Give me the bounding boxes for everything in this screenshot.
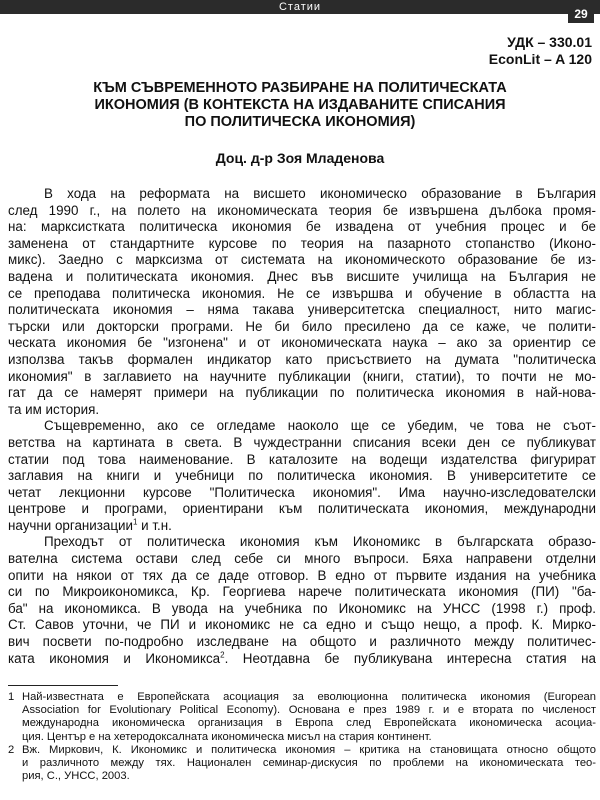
text-line: центрове и програми, ориентирани към политическата икономия, международни: [8, 501, 596, 517]
article-body: [8, 186, 596, 667]
text-line: икономия" в заглавието на научните публикации (книги, статии), то почти не мо-: [8, 368, 596, 384]
footnotes: [8, 691, 596, 783]
text-line: заменена от стандартните курсове по теория на пазарното стопанство (Иконо-: [8, 235, 596, 251]
title-line: ПО ПОЛИТИЧЕСКА ИКОНОМИЯ): [184, 114, 416, 130]
text-line: на: марксистката политическа икономия бе извадена от учебния процес и бе: [8, 219, 596, 235]
footnote-line: международна икономическа организация в Европа след Европейската икономическа асоциа-: [22, 717, 596, 730]
section-title: Статии: [278, 1, 322, 13]
footnote-line: Вж. Миркович, К. Икономикс и политическа икономия – критика на становищата относно общото: [22, 743, 596, 756]
text-line: [8, 518, 596, 535]
author-name: Доц. д-р Зоя Младенова: [215, 150, 385, 166]
text-line: търски или докторски програми. Не би било пресилено да се каже, че полити-: [8, 318, 596, 334]
running-header: [0, 0, 600, 14]
text-line: си по Микроикономикса, Кр. Георгиева нарече политическата икономия (ПИ) "ба-: [8, 584, 596, 600]
footnote-ref[interactable]: 2: [220, 650, 225, 660]
text-run: ката икономия и Икономикса: [8, 650, 221, 666]
text-line: политическата икономия – няма такава университетска специалност, нито магис-: [8, 302, 596, 318]
paragraph: [8, 534, 596, 667]
title-line: ИКОНОМИЯ (В КОНТЕКСТА НА ИЗДАВАНИТЕ СПИСАНИЯ: [94, 97, 506, 113]
text-line: ба" на икономикса. В увода на учебника по Икономикс на УНСС (1998 г.) проф.: [8, 600, 596, 616]
footnote-ref[interactable]: 1: [132, 517, 138, 527]
text-run: . Неотдавна бе публикувана интересна статия на: [224, 650, 596, 666]
footnote-number: 2: [8, 743, 15, 756]
text-line: та им история.: [8, 401, 100, 417]
text-line: статии под това наименование. В каталозите на водещи издателства фигурират: [8, 451, 596, 467]
paragraph: [8, 418, 596, 534]
text-line: се преподава политическа икономия. Не се извършва и обучение в областта на: [8, 285, 596, 301]
text-line: ческата икономия бе "изгонена" и от икономическата наука – ако за ориентир се: [8, 335, 596, 351]
text-line: микс). Заедно с марксизма от системата на икономическото образование бе из-: [8, 252, 596, 268]
footnote-number: 1: [8, 691, 15, 703]
footnote-line: ция. Център е на хетеродоксалната икономическа мисъл на стария континент.: [22, 730, 432, 743]
text-line: [8, 651, 596, 668]
text-line: Ст. Савов уточни, че ПИ и икономикс не са едно и също нещо, а проф. К. Мирко-: [8, 617, 596, 633]
footnote-divider: [8, 685, 118, 686]
text-run: научни организации: [8, 517, 133, 533]
text-line: след 1990 г., на полето на икономическата теория бе извършена дълбока промя-: [8, 202, 596, 218]
footnote: [8, 744, 596, 784]
text-line: четат лекционни курсове "Политическа икономия". Има научно-изследователски: [8, 484, 596, 500]
footnote-line: Най-известната е Европейската асоциация за еволюционна политическа икономия (European: [22, 691, 596, 703]
udc-code: УДК – 330.01: [507, 34, 592, 50]
text-line: заглавия на книги и учебници по политическа икономия. В университетите се: [8, 468, 596, 484]
footnote-line: рия, С., УНСС, 2003.: [22, 770, 130, 783]
text-line: Същевременно, ако се огледаме наоколо ще се убедим, че това не съот-: [44, 418, 596, 434]
text-run: и т.н.: [137, 517, 172, 533]
text-line: използва такъв формален индикатор като присъствието на думата "политическа: [8, 351, 596, 367]
paragraph: [8, 186, 596, 418]
page-number: 29: [568, 6, 594, 23]
footnote: [8, 691, 596, 744]
classification-codes: [489, 34, 592, 68]
text-line: вателна система остави след себе си много въпроси. Бяха направени отделни: [8, 551, 596, 567]
econlit-code: EconLit – A 120: [488, 51, 592, 67]
text-line: гат да се намерят примери на публикации по политическа икономия в най-нова-: [8, 385, 596, 401]
footnote-line: Association for Evolutionary Political Economy). Основана е през 1989 г. и е втората по численост: [22, 704, 596, 717]
text-line: В хода на реформата на висшето икономическо образование в България: [44, 186, 596, 201]
text-line: вич посвети по-подробно изследване на общото и различното между политичес-: [8, 634, 596, 650]
text-line: вадена и политическата икономия. Днес във висшите училища на България не: [8, 268, 596, 284]
text-line: ветства на картината в света. В чуждестранни списания всеки ден се публикуват: [8, 434, 596, 450]
footnote-line: и различното между тях. Национален семинар-дискусия по проблеми на икономическата тео-: [22, 757, 596, 770]
article-title: [40, 80, 560, 131]
text-line: опити на някои от тях да се даде отговор. В едно от първите издания на учебника: [8, 567, 596, 583]
title-line: КЪМ СЪВРЕМЕННОТО РАЗБИРАНЕ НА ПОЛИТИЧЕСКАТА: [93, 80, 507, 96]
text-line: Преходът от политическа икономия към Икономикс в българската образо-: [44, 534, 596, 550]
